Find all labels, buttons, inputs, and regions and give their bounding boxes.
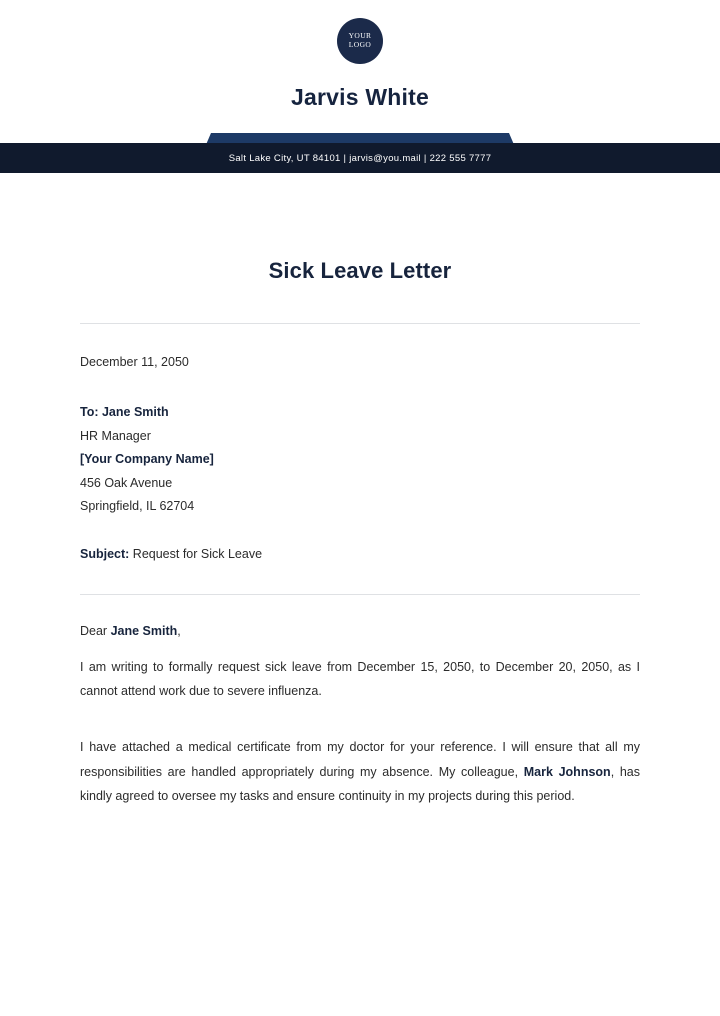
salutation-suffix: , xyxy=(177,623,181,638)
recipient-street: 456 Oak Avenue xyxy=(80,475,173,490)
paragraph-one: I am writing to formally request sick leave from December 15, 2050, to December 20, 2050, as I cannot attend work due to severe influenza. xyxy=(80,659,640,698)
divider-top xyxy=(80,323,640,324)
letterhead xyxy=(0,0,720,111)
logo-line-2: LOGO xyxy=(348,40,372,49)
page-title: Sick Leave Letter xyxy=(268,258,452,283)
salutation xyxy=(80,624,640,638)
circle-logo-placeholder-icon xyxy=(337,18,383,64)
contact-bar xyxy=(0,133,720,183)
contact-bar-strip xyxy=(0,143,720,173)
colleague-name: Mark Johnson xyxy=(523,764,611,779)
subject-value: Request for Sick Leave xyxy=(129,546,263,561)
divider-middle xyxy=(80,594,640,595)
recipient-block xyxy=(80,401,640,519)
salutation-prefix: Dear xyxy=(80,623,111,638)
recipient-role: HR Manager xyxy=(80,428,151,443)
contact-details: Salt Lake City, UT 84101 | jarvis@you.mail | 222 555 7777 xyxy=(228,152,492,164)
subject-line xyxy=(80,547,640,561)
letter-body xyxy=(0,258,720,808)
recipient-name: To: Jane Smith xyxy=(80,405,169,419)
subject-label: Subject: xyxy=(80,546,130,561)
sender-name: Jarvis White xyxy=(291,84,429,110)
salutation-name: Jane Smith xyxy=(110,623,178,638)
logo-line-1: YOUR xyxy=(348,31,372,41)
logo-container xyxy=(0,18,720,64)
paragraph-two-part-two: , has kindly agreed to oversee my tasks and ensure continuity in my projects during this period. xyxy=(80,764,640,803)
recipient-company: [Your Company Name] xyxy=(80,452,214,466)
recipient-city: Springfield, IL 62704 xyxy=(80,499,195,513)
letter-date: December 11, 2050 xyxy=(80,355,189,369)
paragraph-two xyxy=(80,735,640,808)
paragraph-two-part-one: I have attached a medical certificate from my doctor for your reference. I will ensure that all my responsibilities are handled appropriately during my absence. My colleague, xyxy=(80,740,640,779)
